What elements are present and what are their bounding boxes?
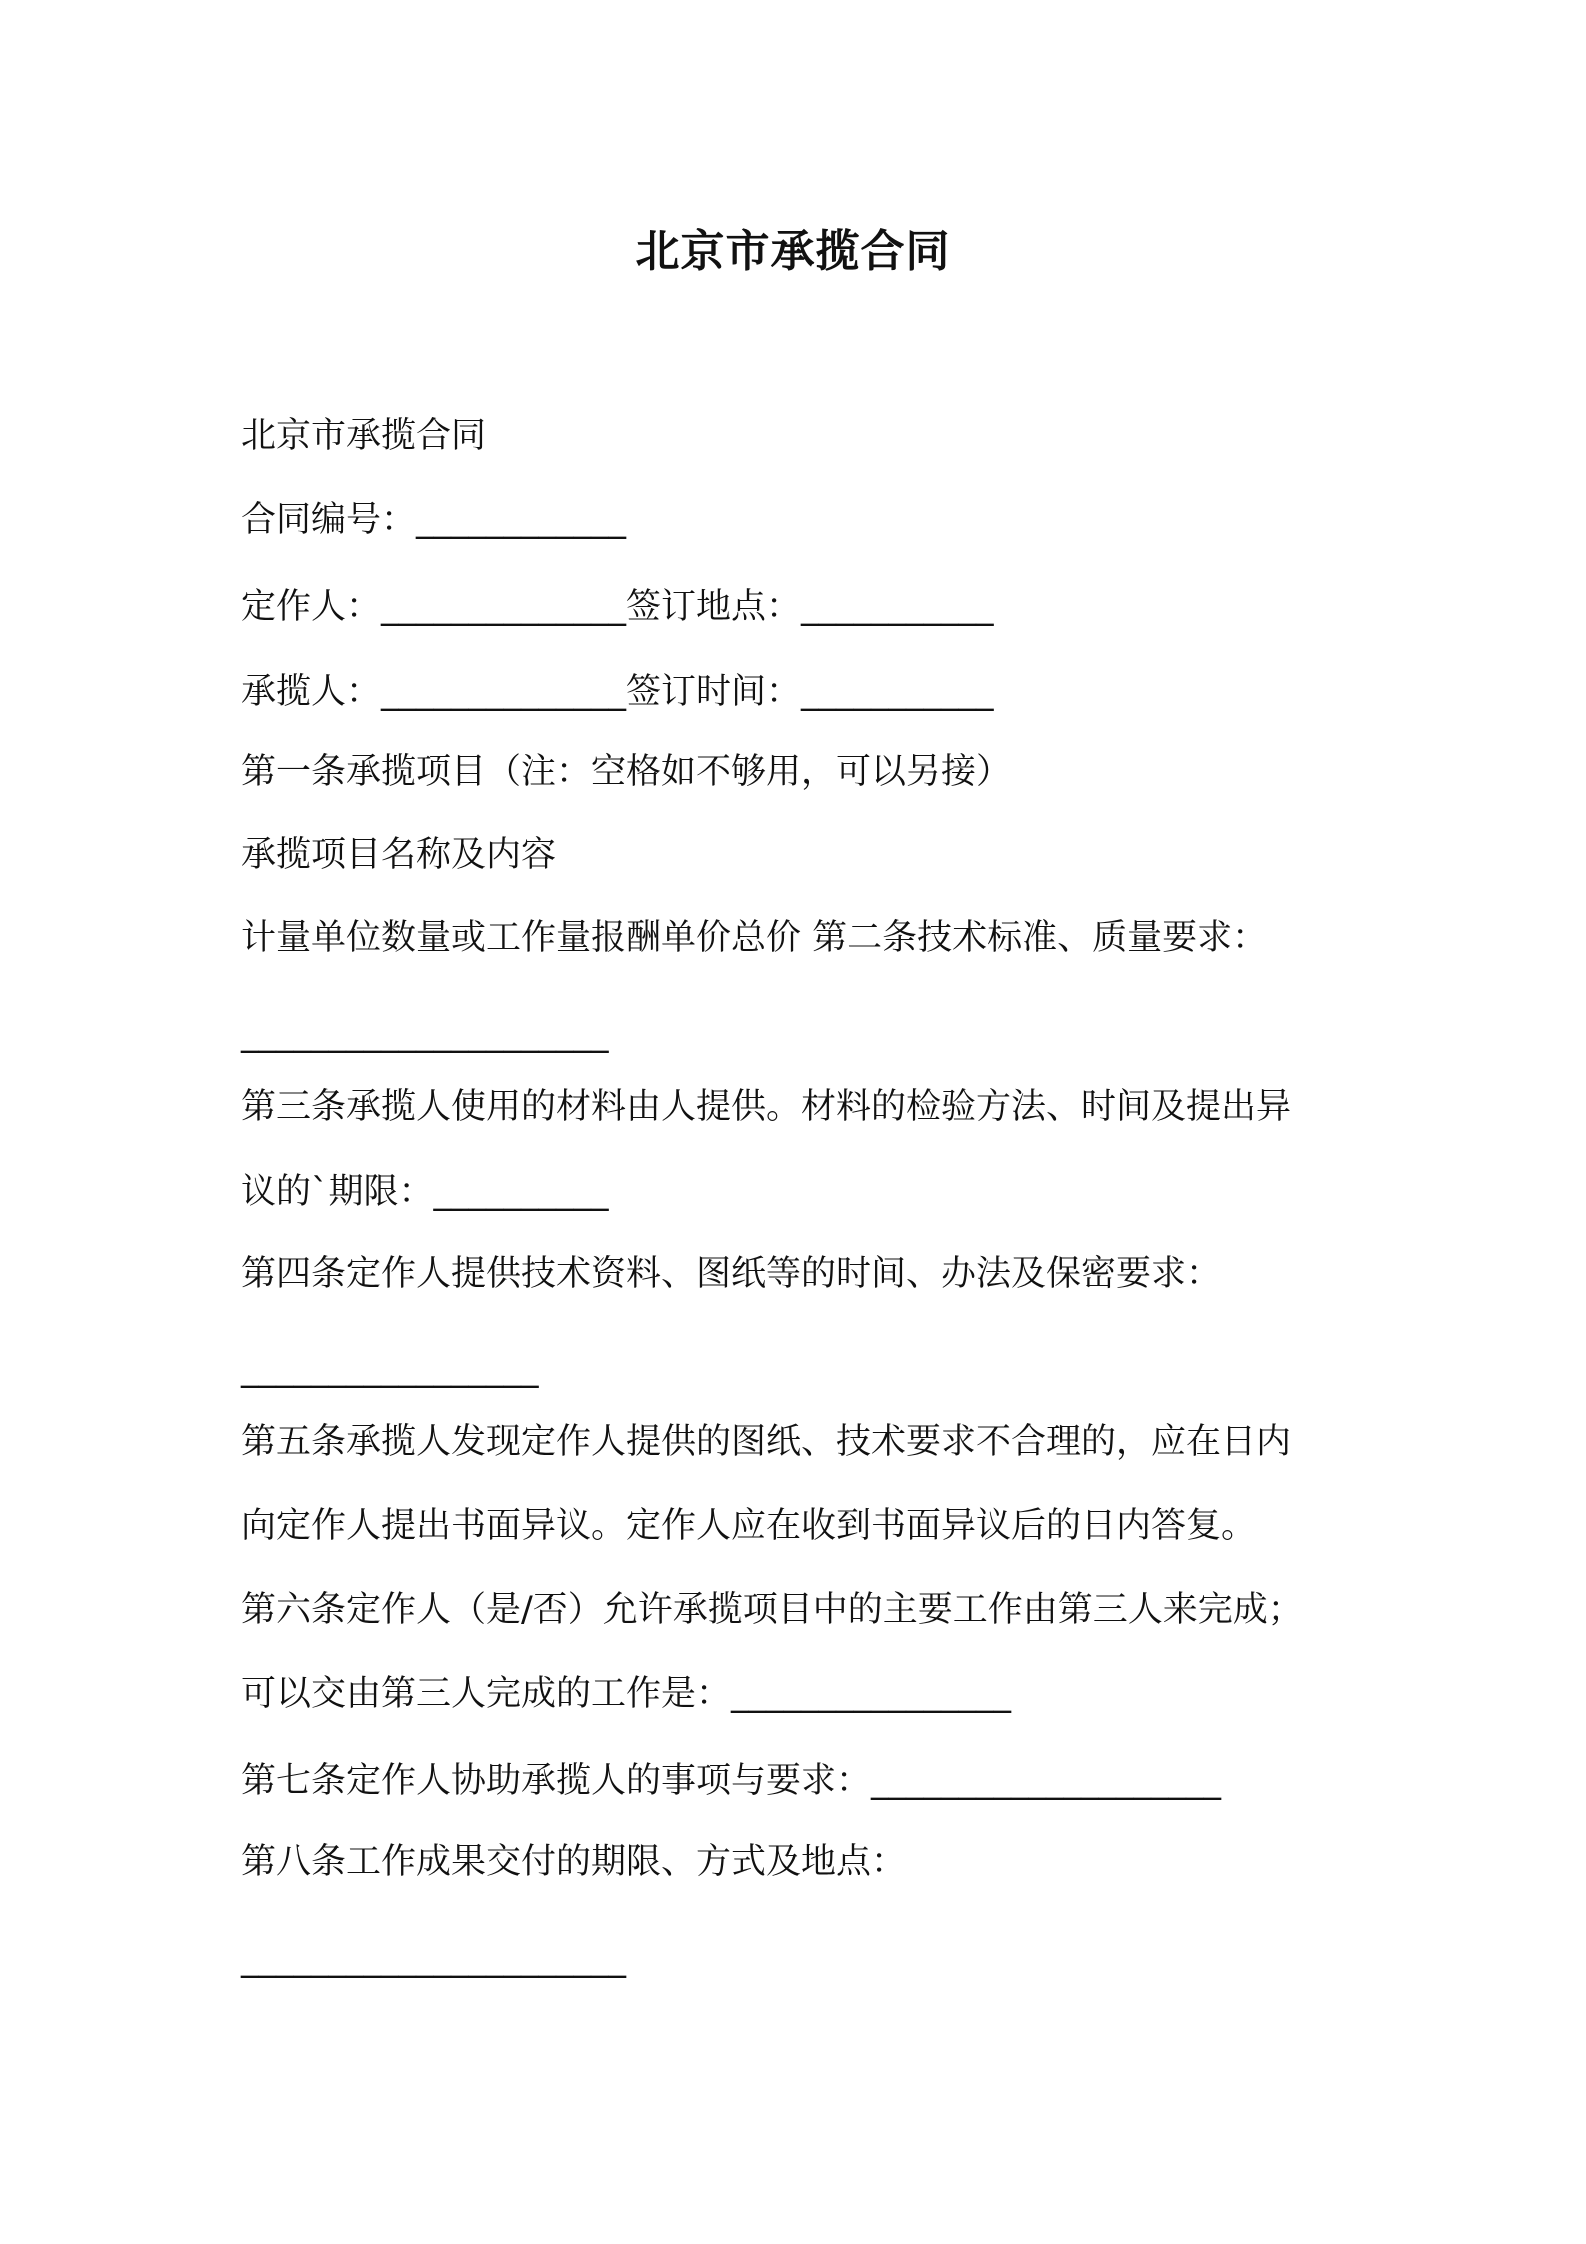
clause-4-line: 第四条定作人提供技术资料、图纸等的时间、办法及保密要求： [241, 1254, 1222, 1294]
contract-name-line: 北京市承揽合同 [241, 416, 487, 456]
clause-1-line: 第一条承揽项目（注：空格如不够用，可以另接） [241, 752, 1012, 792]
clause-3-continued-line: 议的`期限：__________ [241, 1172, 609, 1212]
clause-6-line: 第六条定作人（是/否）允许承揽项目中的主要工作由第三人来完成； [241, 1590, 1303, 1630]
blank-line-3: ______________________ [241, 1939, 626, 1979]
contractor-line: 承揽人：______________签订时间：___________ [241, 672, 994, 712]
clause-8-line: 第八条工作成果交付的期限、方式及地点： [241, 1842, 907, 1882]
clause-7-line: 第七条定作人协助承揽人的事项与要求：____________________ [241, 1761, 1222, 1801]
project-name-line: 承揽项目名称及内容 [241, 835, 557, 875]
clause-5-continued-line: 向定作人提出书面异议。定作人应在收到书面异议后的日内答复。 [241, 1506, 1257, 1546]
contract-number-line: 合同编号：____________ [241, 500, 627, 540]
orderer-line: 定作人：______________签订地点：___________ [241, 587, 994, 627]
blank-line-2: _________________ [241, 1349, 539, 1389]
clause-6-continued-line: 可以交由第三人完成的工作是：________________ [241, 1674, 1012, 1714]
document-title: 北京市承揽合同 [635, 226, 951, 277]
clause-2-line: 计量单位数量或工作量报酬单价总价 第二条技术标准、质量要求： [241, 918, 1268, 958]
clause-3-line: 第三条承揽人使用的材料由人提供。材料的检验方法、时间及提出异 [241, 1087, 1292, 1127]
blank-line-1: _____________________ [241, 1014, 609, 1054]
clause-5-line: 第五条承揽人发现定作人提供的图纸、技术要求不合理的，应在日内 [241, 1422, 1292, 1462]
